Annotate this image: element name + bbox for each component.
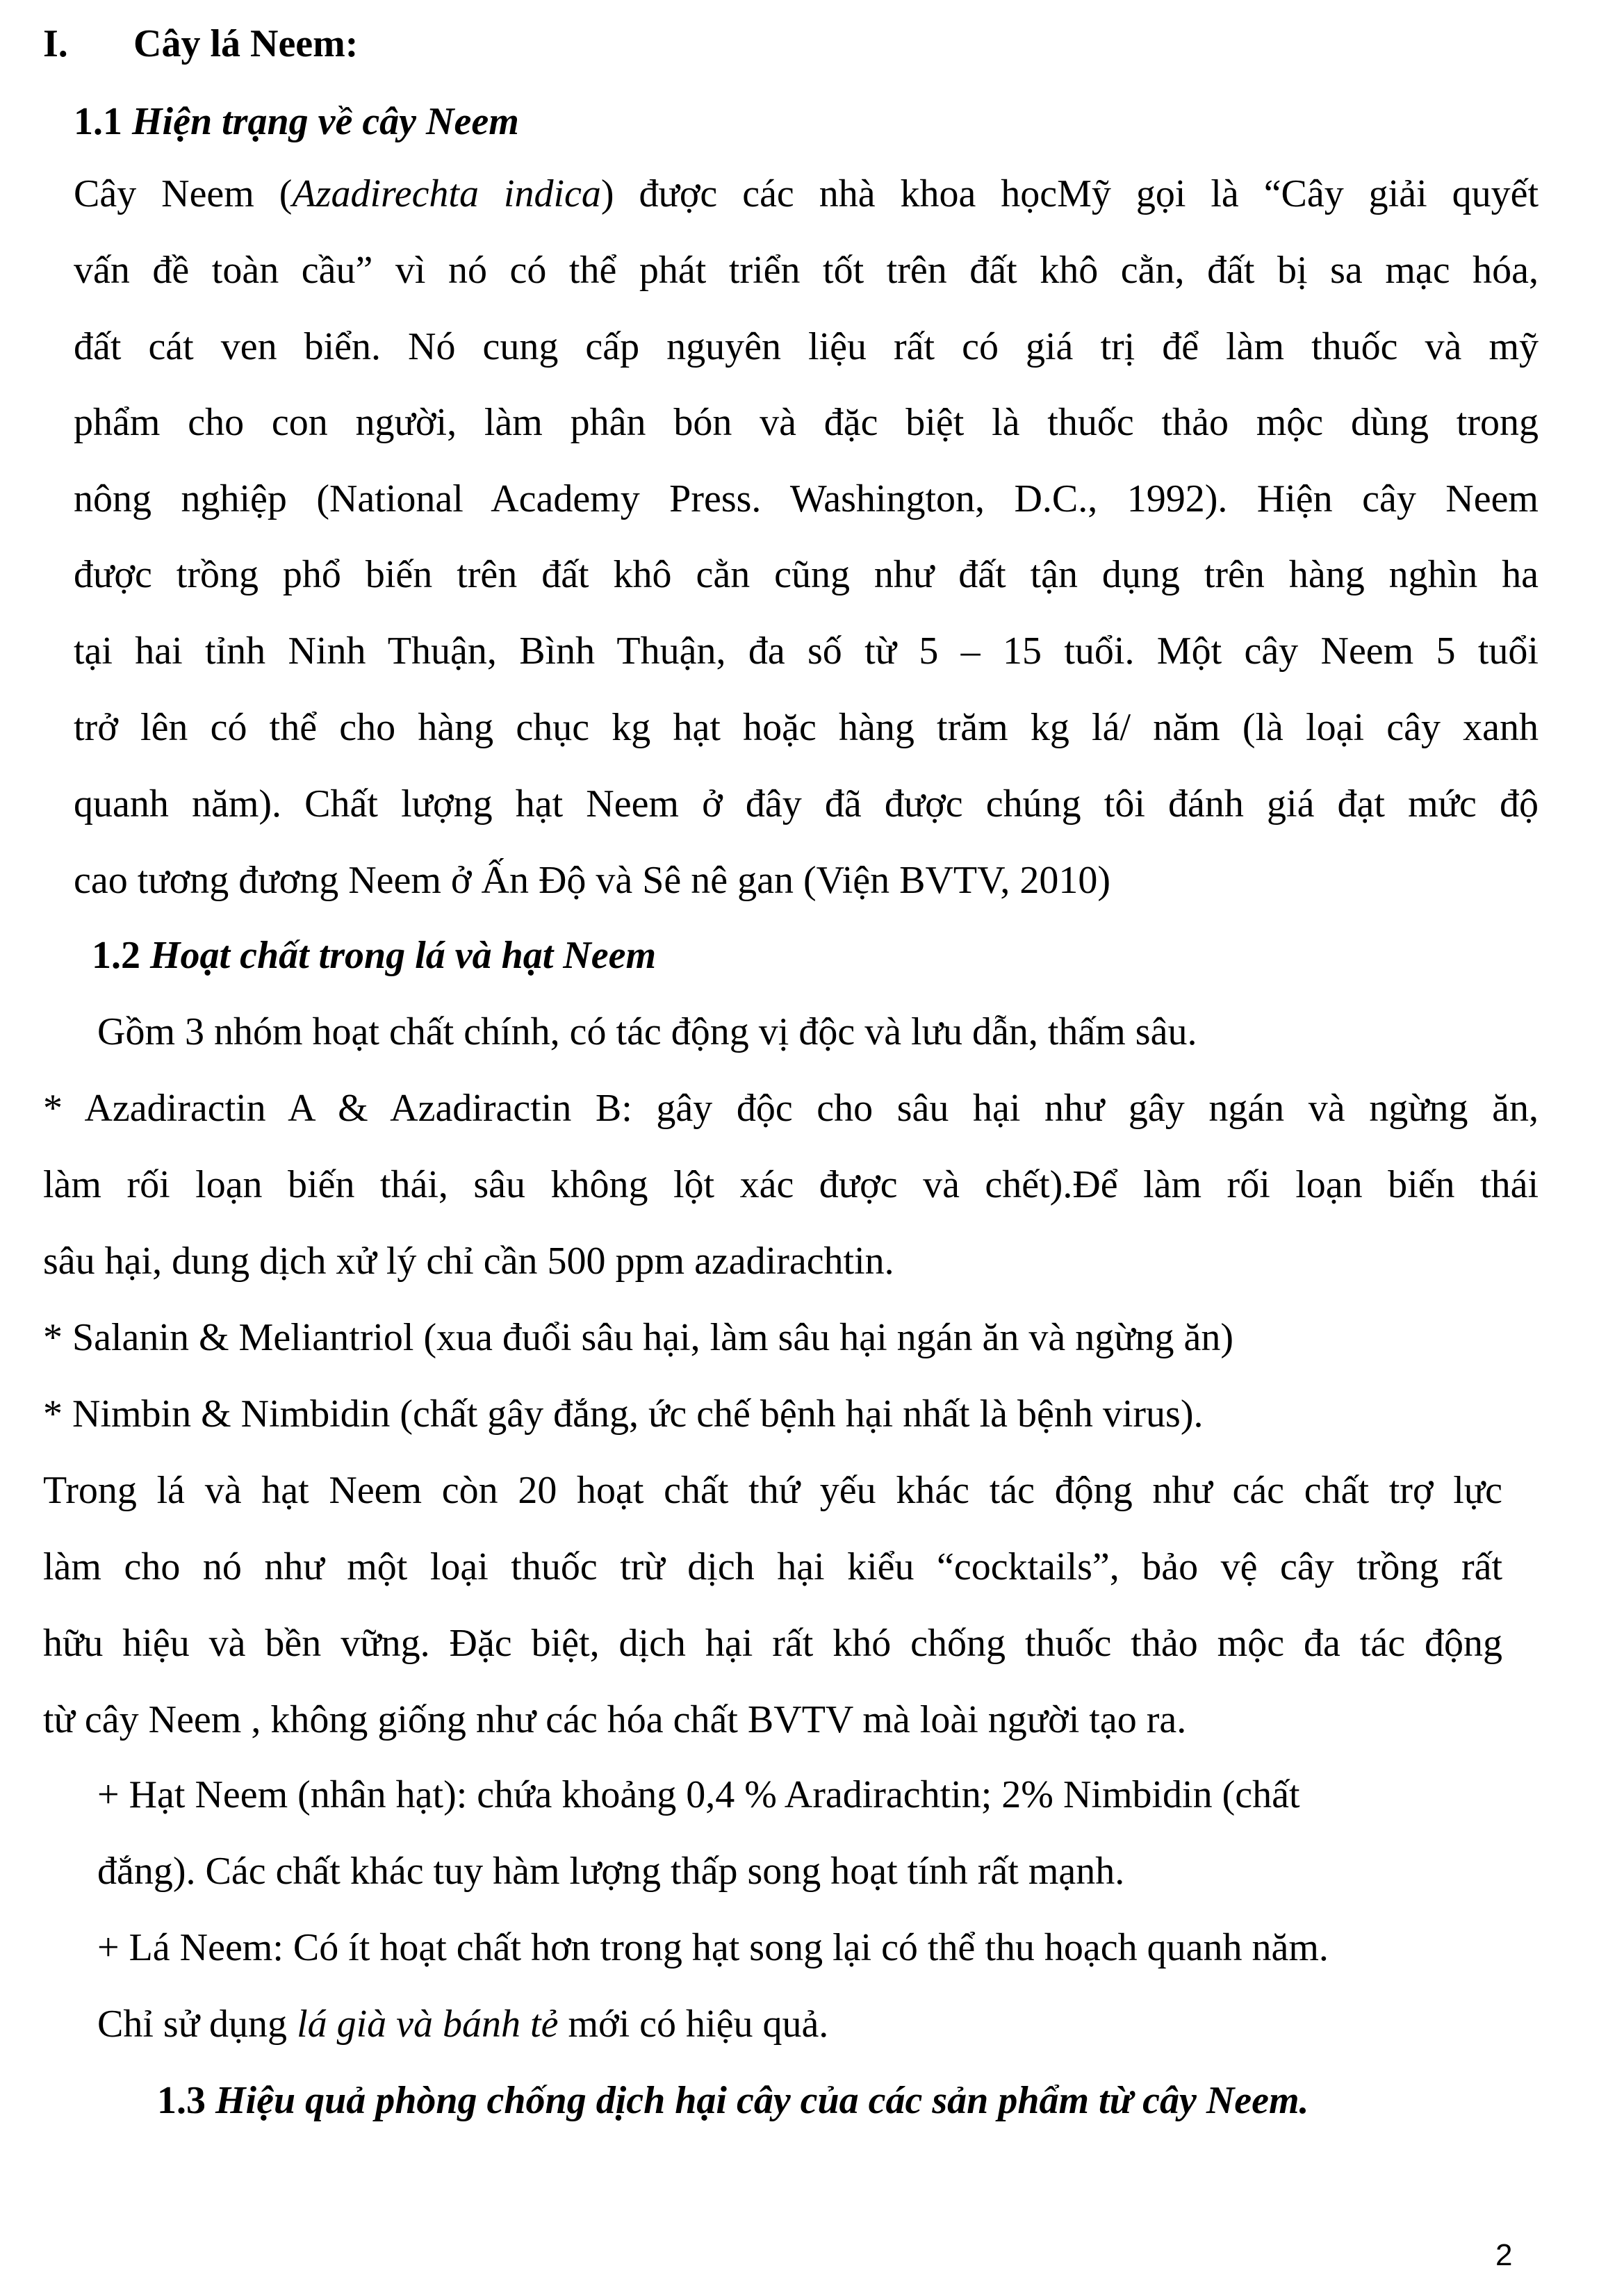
subsection-1-1-heading <box>74 97 519 146</box>
subsection-number: 1.1 <box>74 100 122 143</box>
paragraph-line: từ cây Neem , không giống như các hóa chất BVTV mà loài người tạo ra. <box>43 1698 1187 1741</box>
subsection-1-2-heading <box>92 931 656 980</box>
bullet-line: * Salanin & Meliantriol (xua đuổi sâu hại, làm sâu hại ngán ăn và ngừng ăn) <box>43 1316 1234 1359</box>
subsection-number: 1.3 <box>157 2079 206 2122</box>
paragraph-line: trở lên có thể cho hàng chục kg hạt hoặc hàng trăm kg lá/ năm (là loại cây xanh <box>74 706 1539 749</box>
bullet-line: * Nimbin & Nimbidin (chất gây đắng, ức chế bệnh hại nhất là bệnh virus). <box>43 1392 1204 1436</box>
paragraph-line: cao tương đương Neem ở Ấn Độ và Sê nê gan (Viện BVTV, 2010) <box>74 859 1110 902</box>
paragraph-line: tại hai tỉnh Ninh Thuận, Bình Thuận, đa số từ 5 – 15 tuổi. Một cây Neem 5 tuổi <box>74 630 1539 673</box>
subsection-1-3-heading <box>157 2076 1309 2125</box>
subsection-title: Hoạt chất trong lá và hạt Neem <box>150 934 656 977</box>
section-heading <box>43 19 358 68</box>
list-item-line: + Hạt Neem (nhân hạt): chứa khoảng 0,4 % Aradirachtin; 2% Nimbidin (chất <box>97 1773 1300 1816</box>
list-item-line: + Lá Neem: Có ít hoạt chất hơn trong hạt song lại có thể thu hoạch quanh năm. <box>97 1926 1329 1969</box>
text-run: Chỉ sử dụng <box>97 2003 297 2046</box>
text-run: mới có hiệu quả. <box>558 2003 829 2046</box>
subsection-title: Hiệu quả phòng chống dịch hại cây của các sản phẩm từ cây Neem. <box>215 2079 1309 2122</box>
paragraph-line: phẩm cho con người, làm phân bón và đặc biệt là thuốc thảo mộc dùng trong <box>74 401 1539 444</box>
list-item-line: đắng). Các chất khác tuy hàm lượng thấp song hoạt tính rất mạnh. <box>97 1850 1125 1893</box>
paragraph-line: làm rối loạn biến thái, sâu không lột xác được và chết).Để làm rối loạn biến thái <box>43 1163 1539 1206</box>
paragraph-line: Trong lá và hạt Neem còn 20 hoạt chất thứ yếu khác tác động như các chất trợ lực <box>43 1469 1502 1512</box>
subsection-title: Hiện trạng về cây Neem <box>132 100 519 143</box>
section-number: I. <box>43 22 68 65</box>
page-number: 2 <box>1495 2238 1513 2272</box>
paragraph-line: làm cho nó như một loại thuốc trừ dịch hại kiểu “cocktails”, bảo vệ cây trồng rất <box>43 1545 1502 1588</box>
text-run: Cây Neem ( <box>74 172 293 215</box>
text-run: ) được các nhà khoa họcMỹ gọi là “Cây giải quyết <box>600 172 1539 215</box>
paragraph-line: hữu hiệu và bền vững. Đặc biệt, dịch hại rất khó chống thuốc thảo mộc đa tác động <box>43 1622 1502 1665</box>
emphasis-text: lá già và bánh tẻ <box>297 2003 559 2046</box>
subsection-number: 1.2 <box>92 934 140 977</box>
paragraph-line <box>74 170 1539 218</box>
paragraph-line: quanh năm). Chất lượng hạt Neem ở đây đã được chúng tôi đánh giá đạt mức độ <box>74 782 1539 825</box>
list-item-line <box>97 2000 828 2048</box>
paragraph-line: sâu hại, dung dịch xử lý chỉ cần 500 ppm azadirachtin. <box>43 1240 894 1283</box>
paragraph-line: nông nghiệp (National Academy Press. Washington, D.C., 1992). Hiện cây Neem <box>74 477 1539 520</box>
species-name: Azadirechta indica <box>292 172 601 215</box>
paragraph-line: vấn đề toàn cầu” vì nó có thể phát triển tốt trên đất khô cằn, đất bị sa mạc hóa, <box>74 249 1539 292</box>
paragraph-line: Gồm 3 nhóm hoạt chất chính, có tác động vị độc và lưu dẫn, thấm sâu. <box>97 1010 1197 1053</box>
paragraph-line: được trồng phổ biến trên đất khô cằn cũng như đất tận dụng trên hàng nghìn ha <box>74 553 1539 596</box>
section-title: Cây lá Neem: <box>133 22 359 65</box>
paragraph-line: đất cát ven biển. Nó cung cấp nguyên liệu rất có giá trị để làm thuốc và mỹ <box>74 325 1539 368</box>
bullet-line: * Azadiractin A & Azadiractin B: gây độc cho sâu hại như gây ngán và ngừng ăn, <box>43 1087 1539 1130</box>
